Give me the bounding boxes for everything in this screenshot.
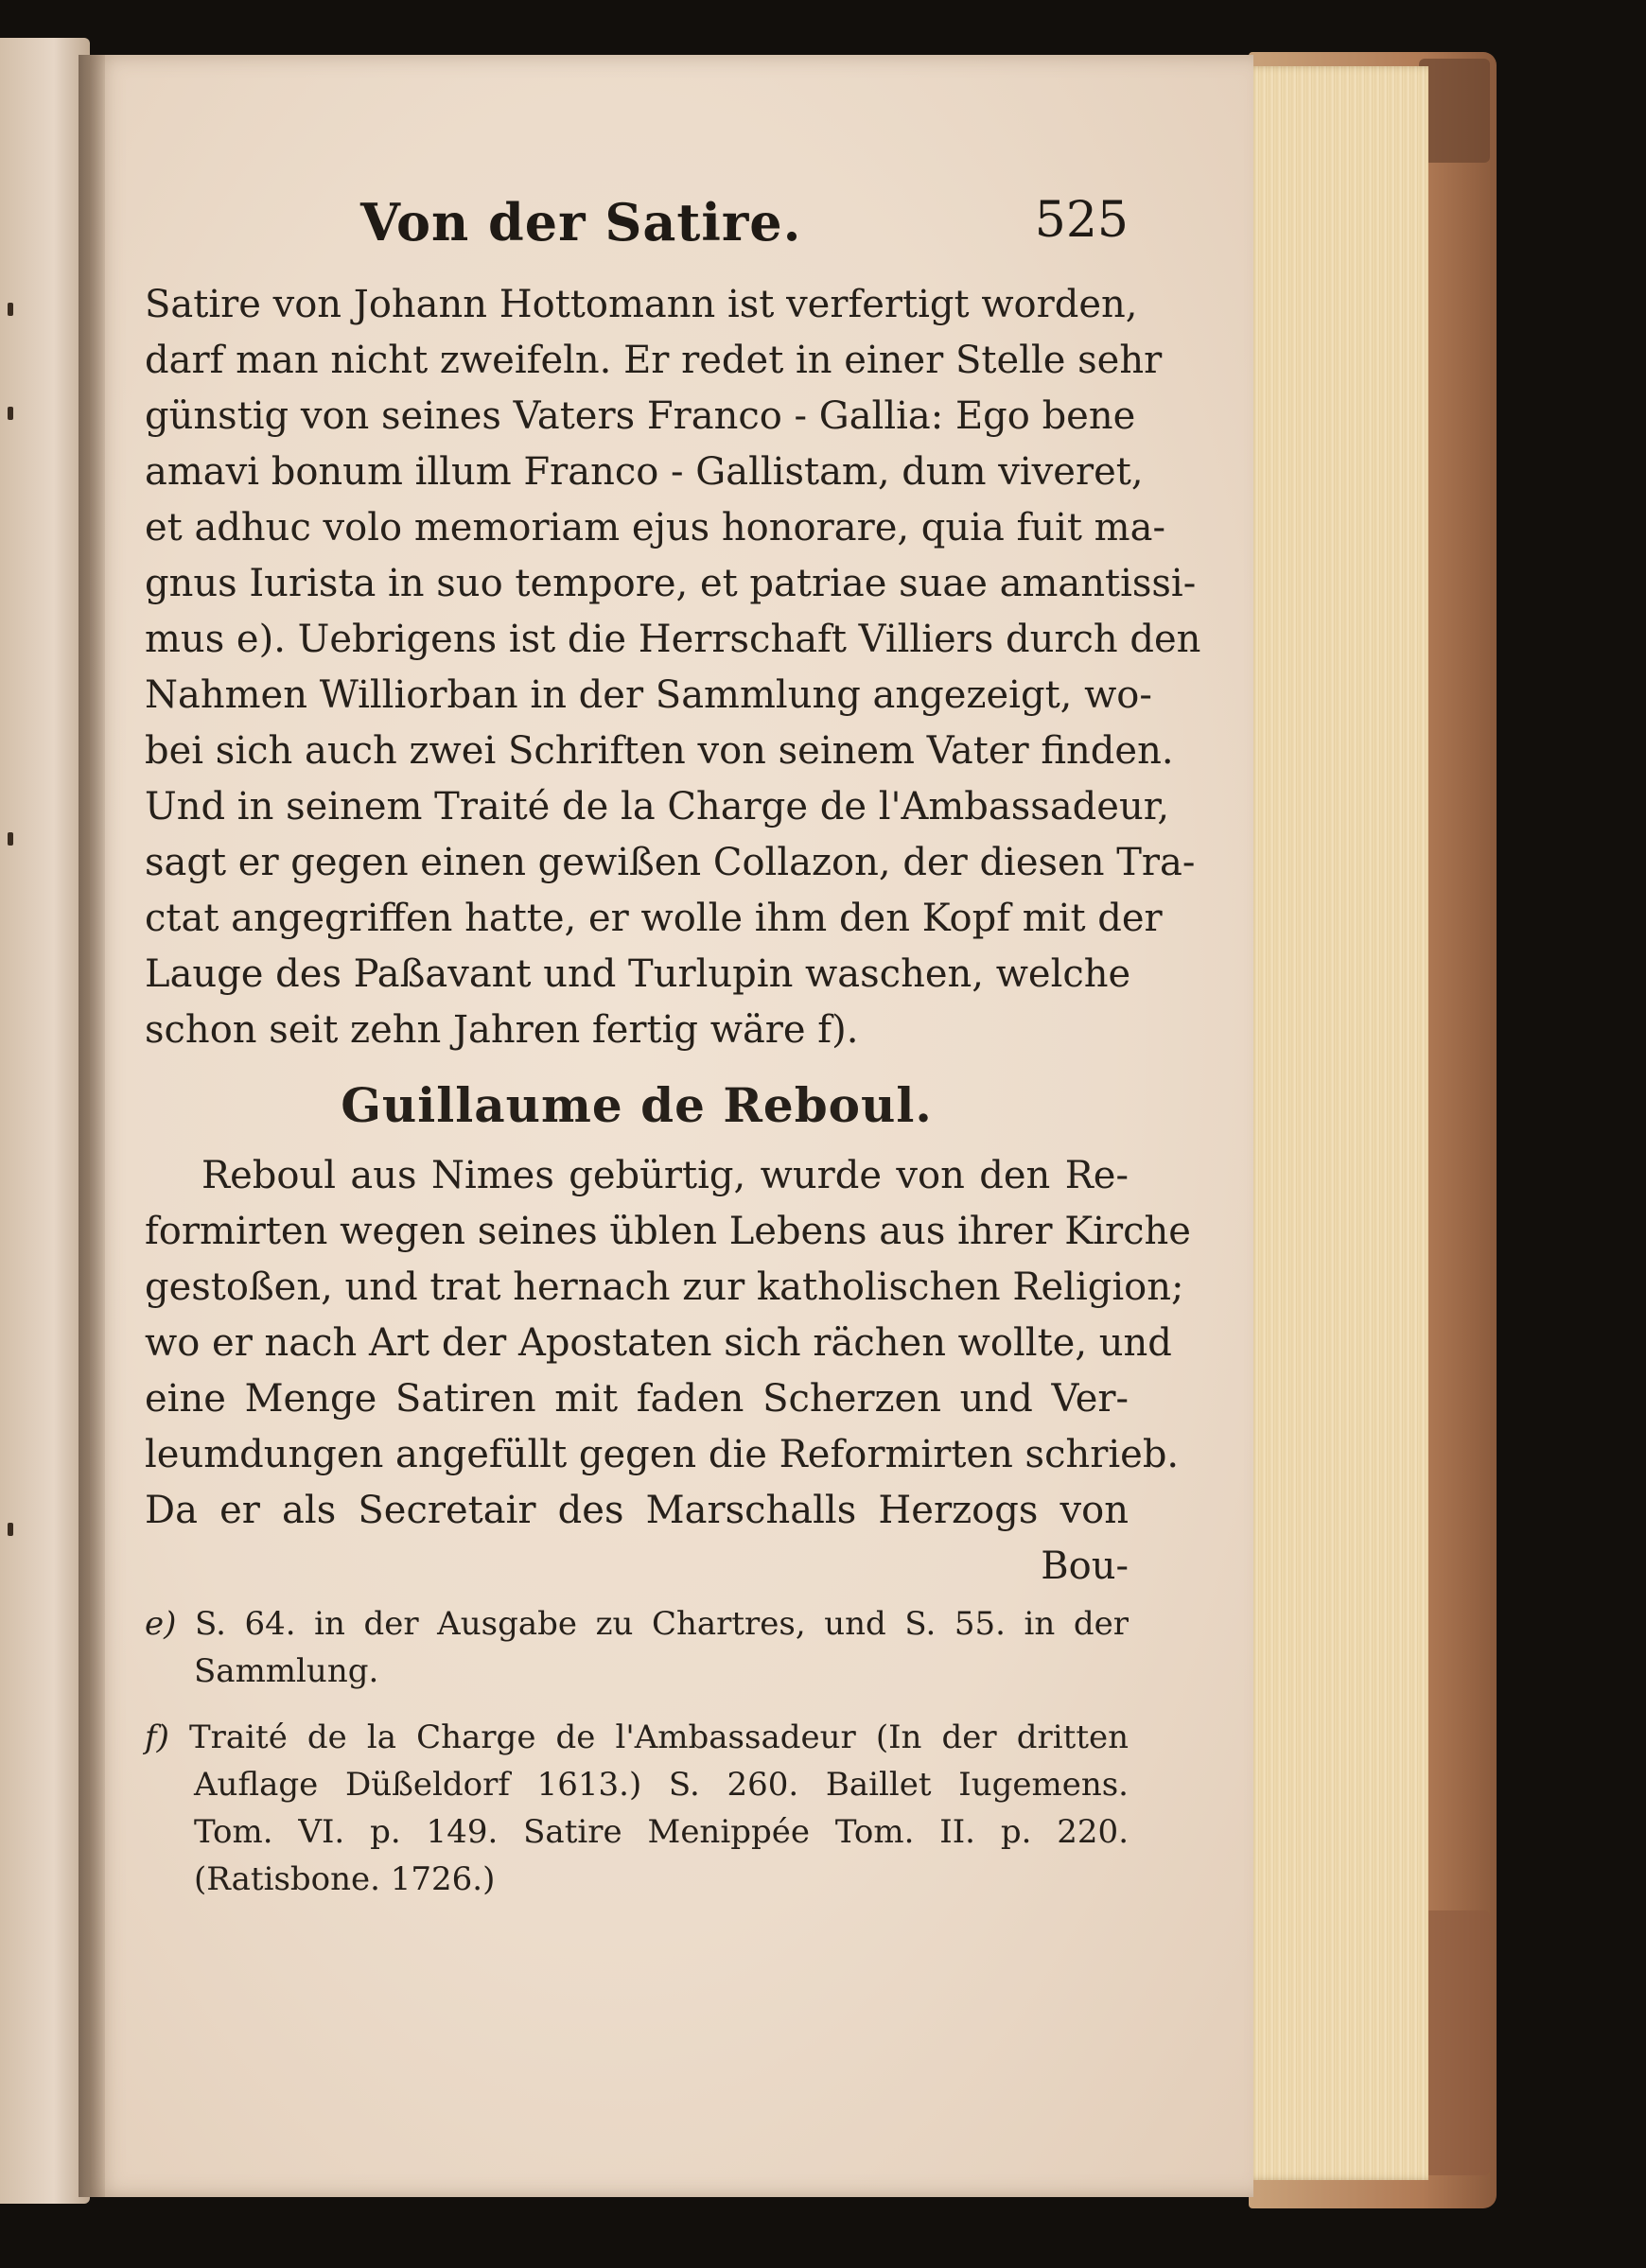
text-line: eine Menge Satiren mit faden Scherzen und Ver- <box>145 1377 1129 1421</box>
text-line: Und in seinem Traité de la Charge de l'Ambassadeur, <box>145 785 1170 829</box>
footnote-line <box>145 1600 1129 1648</box>
text-line: Nahmen Williorban in der Sammlung angezeigt, wo- <box>145 673 1152 717</box>
catchword: Bou- <box>1041 1544 1129 1588</box>
left-page-bleed-marks <box>8 303 17 2100</box>
text-line: sagt er gegen einen gewißen Collazon, der diesen Tra- <box>145 841 1196 884</box>
text-line: formirten wegen seines üblen Lebens aus ihrer Kirche <box>145 1210 1191 1253</box>
body-paragraph-2 <box>145 1148 1191 1595</box>
book-page <box>90 55 1253 2197</box>
text-line: günstig von seines Vaters Franco - Gallia: Ego bene <box>145 394 1136 438</box>
text-line: bei sich auch zwei Schriften von seinem Vater finden. <box>145 729 1174 773</box>
footnote-text: Traité de la Charge de l'Ambassadeur (In der dritten <box>188 1718 1129 1756</box>
page-gutter-shadow <box>79 55 105 2197</box>
text-line: leumdungen angefüllt gegen die Reformirten schrieb. <box>145 1433 1180 1476</box>
text-line: ctat angegriffen hatte, er wolle ihm den Kopf mit der <box>145 897 1163 940</box>
section-heading: Guillaume de Reboul. <box>341 1077 933 1133</box>
text-line: Da er als Secretair des Marschalls Herzogs von <box>145 1489 1129 1532</box>
page-content <box>145 192 1201 1922</box>
body-paragraph-1 <box>145 277 1201 1058</box>
footnote-f <box>145 1714 1129 1903</box>
footnote-line: (Ratisbone. 1726.) <box>194 1860 496 1898</box>
running-title: Von der Satire. <box>360 192 802 253</box>
footnote-line: Auflage Düßeldorf 1613.) S. 260. Baillet Iugemens. <box>194 1766 1129 1804</box>
footnote-text: S. 64. in der Ausgabe zu Chartres, und S. 55. in der <box>194 1605 1129 1643</box>
text-line: gnus Iurista in suo tempore, et patriae suae amantissi- <box>145 562 1197 605</box>
footnote-e <box>145 1600 1129 1695</box>
footnote-line: Tom. VI. p. 149. Satire Menippée Tom. II. p. 220. <box>194 1813 1129 1851</box>
cover-corner-bottom <box>1419 1910 1490 2175</box>
footnote-mark: f) <box>145 1718 169 1756</box>
footnote-mark: e) <box>145 1605 177 1643</box>
text-line: Reboul aus Nimes gebürtig, wurde von den Re- <box>201 1154 1129 1197</box>
page-header <box>145 192 1129 277</box>
text-line: darf man nicht zweifeln. Er redet in einer Stelle sehr <box>145 339 1163 382</box>
text-line: schon seit zehn Jahren fertig wäre f). <box>145 1008 859 1052</box>
text-line: Lauge des Paßavant und Turlupin waschen, welche <box>145 952 1131 996</box>
text-line: et adhuc volo memoriam ejus honorare, quia fuit ma- <box>145 506 1165 550</box>
text-line: gestoßen, und trat hernach zur katholischen Religion; <box>145 1265 1184 1309</box>
text-line: amavi bonum illum Franco - Gallistam, dum viveret, <box>145 450 1144 494</box>
text-line: wo er nach Art der Apostaten sich rächen wollte, und <box>145 1321 1172 1365</box>
page-block-edges <box>1244 66 1428 2180</box>
cover-corner-top <box>1419 59 1490 163</box>
footnotes <box>145 1600 1129 1903</box>
footnote-line: Sammlung. <box>194 1652 379 1690</box>
text-line: mus e). Uebrigens ist die Herrschaft Villiers durch den <box>145 618 1201 661</box>
footnote-line <box>145 1714 1129 1761</box>
page-number: 525 <box>1034 192 1129 249</box>
text-line: Satire von Johann Hottomann ist verfertigt worden, <box>145 283 1138 326</box>
